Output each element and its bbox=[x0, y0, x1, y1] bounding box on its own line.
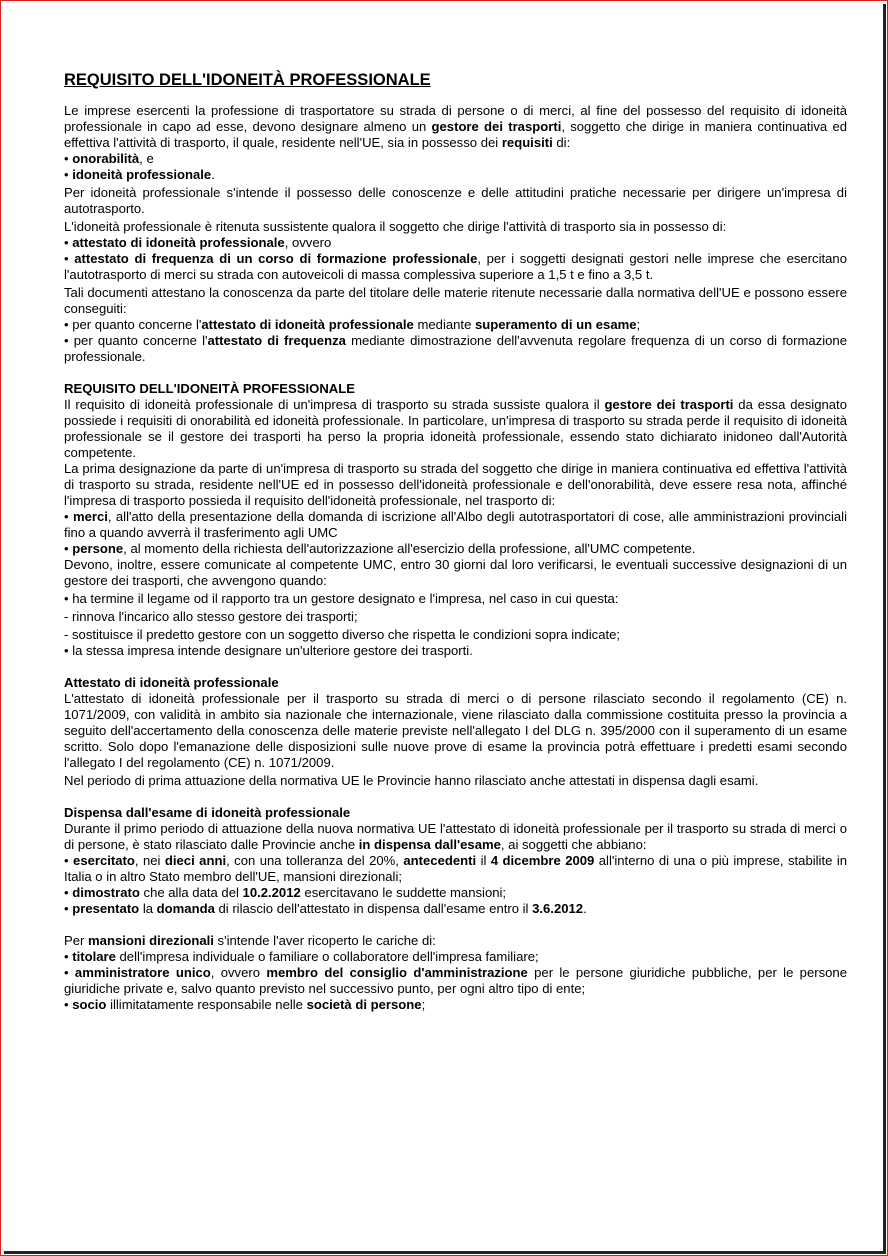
intro-paragraph-2: Per idoneità professionale s'intende il possesso delle conoscenze e delle attitudini pratiche necessarie per dirigere un'impresa di autotrasporto. bbox=[64, 185, 847, 216]
section2-list-item: - sostituisce il predetto gestore con un soggetto diverso che rispetta le condizioni sopra indicate; bbox=[64, 627, 621, 642]
section2-paragraph-1: Il requisito di idoneità professionale di un'impresa di trasporto su strada sussiste qualora il gestore dei trasporti da essa designato possiede i requisiti di onorabilità ed idoneità professionale. In particolare, un'impresa di trasporto su strada perde il requisito di idoneità professionale se il gestore dei trasporti ha perso la propria idoneità professionale, essendo stato dichiarato inidoneo dall'Autorità competente. bbox=[64, 397, 847, 460]
page-title: REQUISITO DELL'IDONEITÀ PROFESSIONALE bbox=[64, 71, 431, 89]
section2-paragraph-3: Devono, inoltre, essere comunicate al competente UMC, entro 30 giorni dal loro verificarsi, le eventuali successive designazioni di un gestore dei trasporti, che avvengono quando: bbox=[64, 557, 847, 588]
section4-bullet-presentato: • presentato la domanda di rilascio dell'attestato in dispensa dall'esame entro il 3.6.2012. bbox=[64, 901, 587, 916]
section5-bullet-socio: • socio illimitatamente responsabile nelle società di persone; bbox=[64, 997, 426, 1012]
section2-paragraph-2: La prima designazione da parte di un'impresa di trasporto su strada del soggetto che dirige in maniera continuativa ed effettiva l'attività di trasporto su strada, residente nell'UE ed in possesso dell'idoneità professionale e dell'onorabilità, deve essere resa nota, affinché l'impresa di trasporto possieda il requisito dell'idoneità professionale, nel trasporto di: bbox=[64, 461, 847, 508]
section5-paragraph-1: Per mansioni direzionali s'intende l'aver ricoperto le cariche di: bbox=[64, 933, 436, 948]
section-heading-dispensa: Dispensa dall'esame di idoneità professionale bbox=[64, 805, 351, 820]
intro-bullet-frequenza: • attestato di frequenza di un corso di formazione professionale, per i soggetti designati gestori nelle imprese che esercitano l'autotrasporto di merci su strada con autoveicoli di massa complessiva superiore a 1,5 t e fino a 3,5 t. bbox=[64, 251, 847, 282]
intro-bullet-idoneita: • idoneità professionale. bbox=[64, 167, 215, 182]
intro-bullet-onorabilita: • onorabilità, e bbox=[64, 151, 154, 166]
intro-bullet-attestato: • attestato di idoneità professionale, ovvero bbox=[64, 235, 332, 250]
section5-bullet-amministratore: • amministratore unico, ovvero membro del consiglio d'amministrazione per le persone giuridiche pubbliche, per le persone giuridiche private e, salvo quanto previsto nel successivo punto, per ogni altro tipo di ente; bbox=[64, 965, 847, 996]
section4-bullet-dimostrato: • dimostrato che alla data del 10.2.2012 esercitavano le suddette mansioni; bbox=[64, 885, 507, 900]
intro-paragraph-3: L'idoneità professionale è ritenuta sussistente qualora il soggetto che dirige l'attività di trasporto sia in possesso di: bbox=[64, 219, 727, 234]
section2-bullet-persone: • persone, al momento della richiesta dell'autorizzazione all'esercizio della professione, all'UMC competente. bbox=[64, 541, 696, 556]
intro-bullet-corso: • per quanto concerne l'attestato di frequenza mediante dimostrazione dell'avvenuta regolare frequenza di un corso di formazione professionale. bbox=[64, 333, 848, 364]
page-shadow-right bbox=[883, 4, 886, 1254]
section4-bullet-esercitato: • esercitato, nei dieci anni, con una tolleranza del 20%, antecedenti il 4 dicembre 2009 all'interno di una o più imprese, stabilite in Italia o in altro Stato membro dell'UE, mansioni direzionali; bbox=[64, 853, 848, 884]
section2-list-item: - rinnova l'incarico allo stesso gestore dei trasporti; bbox=[64, 609, 358, 624]
intro-paragraph-4: Tali documenti attestano la conoscenza da parte del titolare delle materie ritenute necessarie dalla normativa dell'UE e possono essere conseguiti: bbox=[64, 285, 847, 316]
page-shadow-bottom bbox=[4, 1251, 886, 1254]
section2-list-item: • ha termine il legame od il rapporto tra un gestore designato e l'impresa, nel caso in cui questa: bbox=[64, 591, 619, 606]
section2-list-item: • la stessa impresa intende designare un'ulteriore gestore dei trasporti. bbox=[64, 643, 473, 658]
section-heading-attestato: Attestato di idoneità professionale bbox=[64, 675, 279, 690]
section5-bullet-titolare: • titolare dell'impresa individuale o familiare o collaboratore dell'impresa familiare; bbox=[64, 949, 539, 964]
section2-bullet-merci: • merci, all'atto della presentazione della domanda di iscrizione all'Albo degli autotrasportatori di cose, alle amministrazioni provinciali fino a quando avverrà il trasferimento agli UMC bbox=[64, 509, 847, 540]
section3-paragraph-1: L'attestato di idoneità professionale per il trasporto su strada di merci o di persone rilasciato secondo il regolamento (CE) n. 1071/2009, con validità in ambito sia nazionale che internazionale, viene rilasciato dalla commissione costituita presso la provincia a seguito dell'accertamento della conoscenza delle materie previste nell'allegato I del DLG n. 395/2000 con il superamento di un esame scritto. Solo dopo l'emanazione delle disposizioni sulle nuove prove di esame la provincia potrà effettuare i predetti esami secondo l'allegato I del regolamento (CE) n. 1071/2009. bbox=[64, 691, 847, 770]
document-body bbox=[64, 70, 847, 1013]
section3-paragraph-2: Nel periodo di prima attuazione della normativa UE le Provincie hanno rilasciato anche attestati in dispensa dagli esami. bbox=[64, 773, 759, 788]
intro-paragraph-1: Le imprese esercenti la professione di trasportatore su strada di persone o di merci, al fine del possesso del requisito di idoneità professionale in capo ad esse, devono designare almeno un gestore dei trasporti, soggetto che dirige in maniera continuativa ed effettiva l'attività di trasporto, il quale, residente nell'UE, sia in possesso dei requisiti di: bbox=[64, 103, 848, 150]
intro-bullet-esame: • per quanto concerne l'attestato di idoneità professionale mediante superamento di un esame; bbox=[64, 317, 641, 332]
section4-paragraph-1: Durante il primo periodo di attuazione della nuova normativa UE l'attestato di idoneità professionale per il trasporto su strada di merci o di persone, è stato rilasciato dalle Provincie anche in dispensa dall'esame, ai soggetti che abbiano: bbox=[64, 821, 847, 852]
section-heading-requisito: REQUISITO DELL'IDONEITÀ PROFESSIONALE bbox=[64, 381, 355, 396]
